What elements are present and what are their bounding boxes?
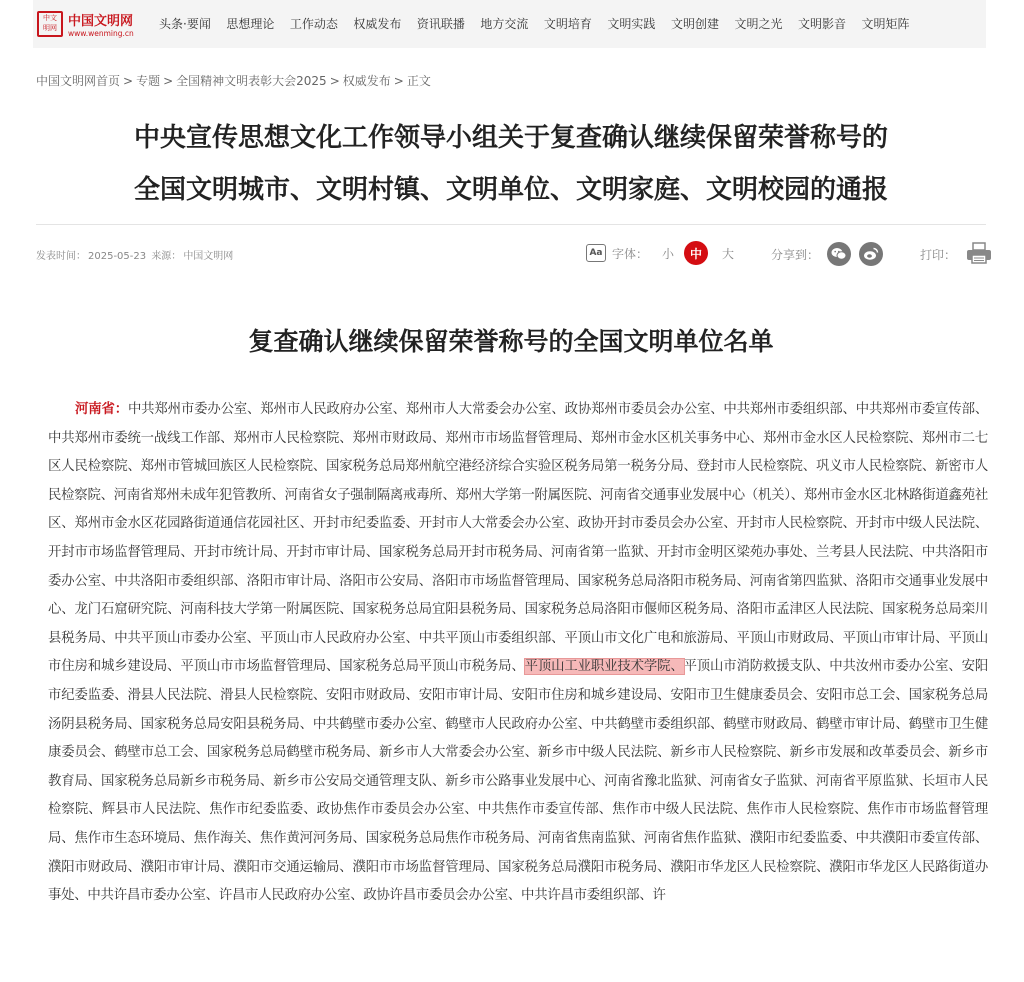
font-size-icon: Aa xyxy=(586,244,606,262)
nav-item-theory[interactable]: 思想理论 xyxy=(226,17,275,31)
article-title xyxy=(36,112,986,216)
nav-item-media[interactable]: 文明影音 xyxy=(797,17,846,31)
share-bar xyxy=(771,242,883,266)
nav-item-news-feed[interactable]: 资讯联播 xyxy=(416,17,465,31)
source-label: 来源： xyxy=(151,251,182,262)
breadcrumb-separator: > xyxy=(163,74,174,88)
print-control xyxy=(920,242,992,266)
nav-item-creation[interactable]: 文明创建 xyxy=(670,17,719,31)
breadcrumb-current: 正文 xyxy=(406,74,431,88)
article-meta xyxy=(36,247,233,262)
province-label: 河南省： xyxy=(75,402,128,417)
breadcrumb-separator: > xyxy=(393,74,404,88)
breadcrumb-separator: > xyxy=(123,74,134,88)
publish-date: 2025-05-23 xyxy=(88,251,147,262)
breadcrumb-topics[interactable]: 专题 xyxy=(136,74,161,88)
nav-item-matrix[interactable]: 文明矩阵 xyxy=(861,17,910,31)
nav-item-light[interactable]: 文明之光 xyxy=(734,17,783,31)
print-label: 打印： xyxy=(920,247,957,262)
logo-url: www.wenming.cn xyxy=(68,29,134,38)
breadcrumb-separator: > xyxy=(329,74,340,88)
logo-title: 中国文明网 xyxy=(68,14,134,29)
title-divider xyxy=(36,224,986,225)
site-logo[interactable] xyxy=(37,11,147,41)
printer-icon[interactable] xyxy=(966,242,992,267)
body-text-before: 中共郑州市委办公室、郑州市人民政府办公室、郑州市人大常委会办公室、政协郑州市委员会办公室、中共郑州市委组织部、中共郑州市委宣传部、中共郑州市委统一战线工作部、郑州市人民检察院、郑州市财政局、郑州市市场监督管理局、郑州市金水区机关事务中心、郑州市金水区人民检察院、郑州市二七区人民检察院、郑州市管城回族区人民检察院、国家税务总局郑州航空港经济综合实验区税务局第一税务分局、登封市人民检察院、巩义市人民检察院、新密市人民检察院、河南省郑州未成年犯管教所、河南省女子强制隔离戒毒所、郑州大学第一附属医院、河南省交通事业发展中心（机关）、郑州市金水区北林路街道鑫苑社区、郑州市金水区花园路街道通信花园社区、开封市纪委监委、开封市人大常委会办公室、政协开封市委员会办公室、开封市人民检察院、开封市中级人民法院、开封市市场监督管理局、开封市统计局、开封市审计局、国家税务总局开封市税务局、河南省第一监狱、开封市金明区梁苑办事处、兰考县人民法院、中共洛阳市委办公室、中共洛阳市委组织部、洛阳市审计局、洛阳市公安局、洛阳市市场监督管理局、国家税务总局洛阳市税务局、河南省第四监狱、洛阳市交通事业发展中心、龙门石窟研究院、河南科技大学第一附属医院、国家税务总局宜阳县税务局、国家税务总局洛阳市偃师区税务局、洛阳市孟津区人民法院、国家税务总局栾川县税务局、中共平顶山市委办公室、平顶山市人民政府办公室、中共平顶山市委组织部、平顶山市文化广电和旅游局、平顶山市财政局、平顶山市审计局、平顶山市住房和城乡建设局、平顶山市市场监督管理局、国家税务总局平顶山市税务局、 xyxy=(48,402,988,675)
nav-item-cultivation[interactable]: 文明培育 xyxy=(543,17,592,31)
wechat-icon[interactable] xyxy=(827,242,851,266)
font-size-control xyxy=(586,242,734,264)
breadcrumb-official-release[interactable]: 权威发布 xyxy=(342,74,391,88)
top-navbar xyxy=(33,0,986,48)
article-body xyxy=(48,396,988,911)
nav-item-work-news[interactable]: 工作动态 xyxy=(289,17,338,31)
font-size-small-button[interactable]: 小 xyxy=(662,246,675,261)
nav-item-headlines[interactable]: 头条·要闻 xyxy=(159,17,211,31)
font-size-medium-button[interactable]: 中 xyxy=(684,241,708,265)
body-text-after: 平顶山市消防救援支队、中共汝州市委办公室、安阳市纪委监委、滑县人民法院、滑县人民检察院、安阳市财政局、安阳市审计局、安阳市住房和城乡建设局、安阳市卫生健康委员会、安阳市总工会、国家税务总局汤阴县税务局、国家税务总局安阳县税务局、中共鹤壁市委办公室、鹤壁市人民政府办公室、中共鹤壁市委组织部、鹤壁市财政局、鹤壁市审计局、鹤壁市卫生健康委员会、鹤壁市总工会、国家税务总局鹤壁市税务局、新乡市人大常委会办公室、新乡市中级人民法院、新乡市人民检察院、新乡市发展和改革委员会、新乡市教育局、国家税务总局新乡市税务局、新乡市公安局交通管理支队、新乡市公路事业发展中心、河南省豫北监狱、河南省女子监狱、河南省平原监狱、长垣市人民检察院、辉县市人民法院、焦作市纪委监委、政协焦作市委员会办公室、中共焦作市委宣传部、焦作市中级人民法院、焦作市人民检察院、焦作市市场监督管理局、焦作市生态环境局、焦作海关、焦作黄河河务局、国家税务总局焦作市税务局、河南省焦南监狱、河南省焦作监狱、濮阳市纪委监委、中共濮阳市委宣传部、濮阳市财政局、濮阳市审计局、濮阳市交通运输局、濮阳市市场监督管理局、国家税务总局濮阳市税务局、濮阳市华龙区人民检察院、濮阳市华龙区人民路街道办事处、中共许昌市委办公室、许昌市人民政府办公室、政协许昌市委员会办公室、中共许昌市委组织部、许 xyxy=(48,659,989,904)
nav-item-official-release[interactable]: 权威发布 xyxy=(353,17,402,31)
font-size-label: 字体： xyxy=(612,246,649,261)
highlighted-entry: 平顶山工业职业技术学院、 xyxy=(524,659,684,675)
nav-item-practice[interactable]: 文明实践 xyxy=(607,17,656,31)
breadcrumb xyxy=(36,72,431,89)
source-name: 中国文明网 xyxy=(183,251,234,262)
main-nav xyxy=(159,15,925,32)
article-title-line-1: 中央宣传思想文化工作领导小组关于复查确认继续保留荣誉称号的 xyxy=(133,123,888,153)
article-title-line-2: 全国文明城市、文明村镇、文明单位、文明家庭、文明校园的通报 xyxy=(133,175,888,205)
publish-label: 发表时间： xyxy=(36,251,86,262)
weibo-icon[interactable] xyxy=(859,242,883,266)
nav-item-local-exchange[interactable]: 地方交流 xyxy=(480,17,529,31)
breadcrumb-conference[interactable]: 全国精神文明表彰大会2025 xyxy=(176,74,327,88)
font-size-large-button[interactable]: 大 xyxy=(722,246,735,261)
breadcrumb-home[interactable]: 中国文明网首页 xyxy=(36,74,121,88)
logo-seal-icon: 中文 明网 xyxy=(37,11,63,37)
share-label: 分享到： xyxy=(771,247,820,262)
section-title: 复查确认继续保留荣誉称号的全国文明单位名单 xyxy=(248,327,774,356)
